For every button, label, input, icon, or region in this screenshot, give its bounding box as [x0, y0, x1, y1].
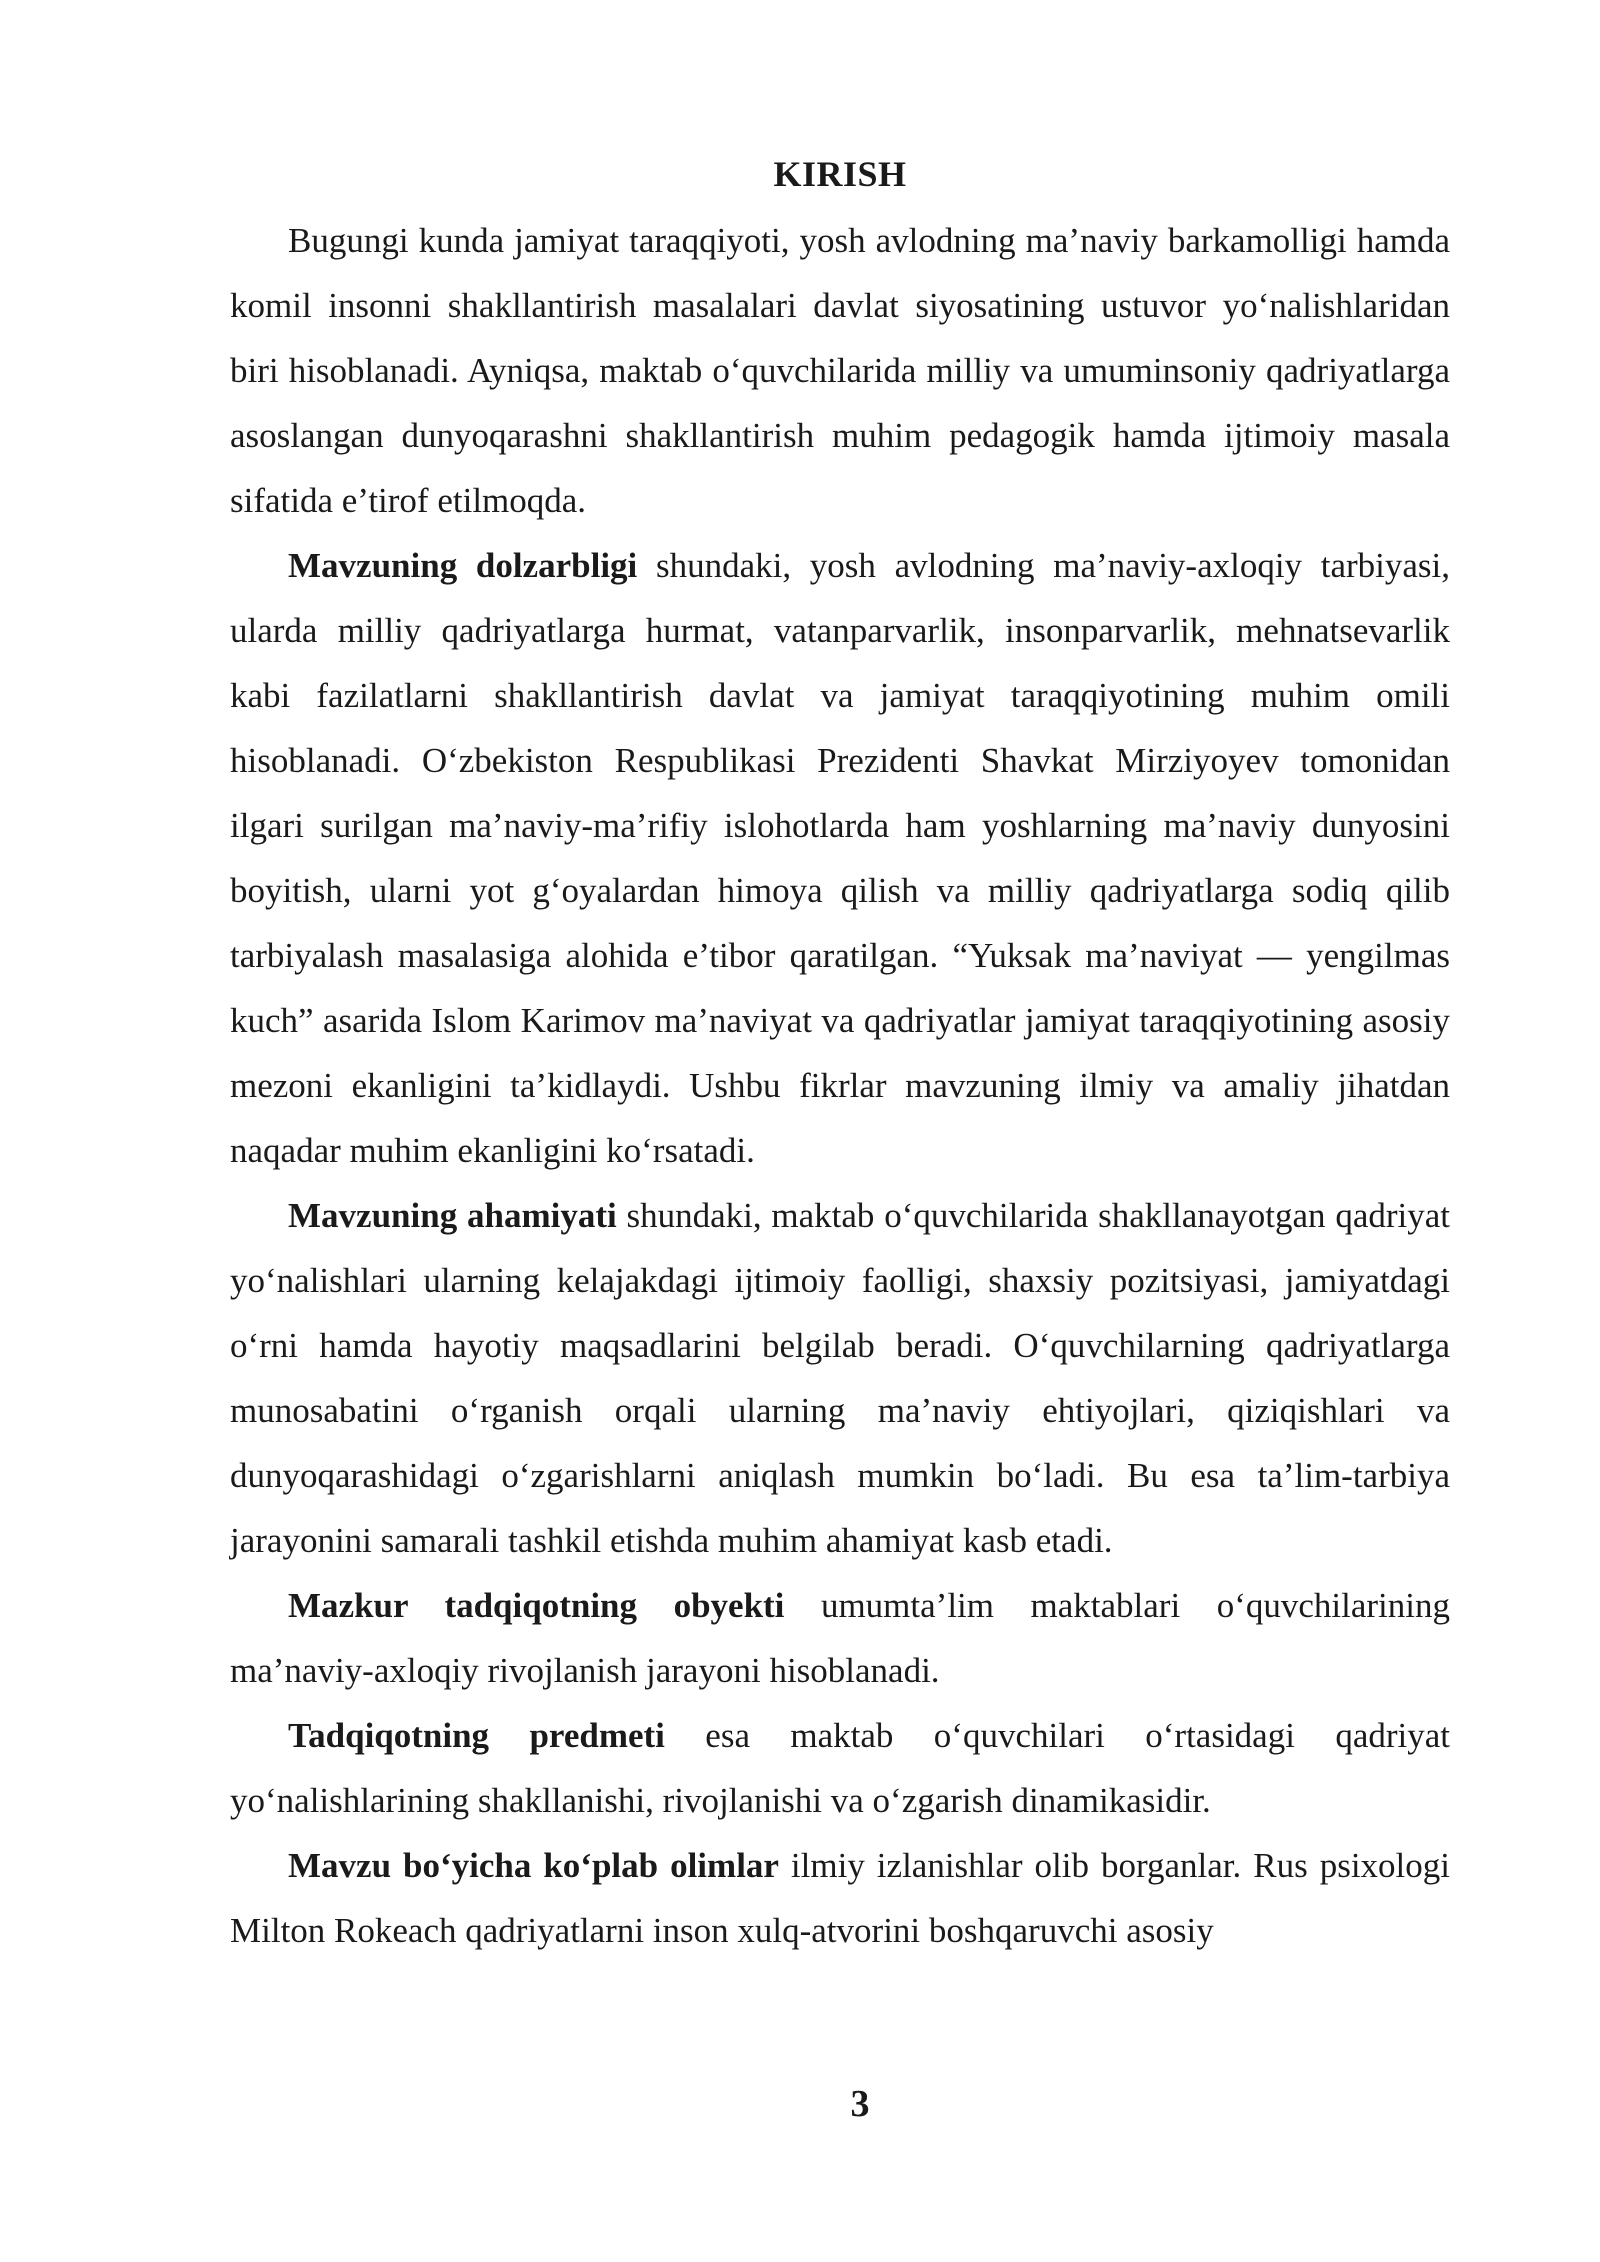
paragraph-text: shundaki, maktab o‘quvchilarida shakllanayotgan qadriyat yo‘nalishlari ularning kelajakdagi ijtimoiy faolligi, shaxsiy pozitsiyasi, jamiyatdagi o‘rni hamda hayotiy maqsadlarini belgilab beradi. O‘quvchilarning qadriyatlarga munosabatini o‘rganish orqali ularning ma’naviy ehtiyojlari, qiziqishlari va dunyoqarashidagi o‘zgarishlarni aniqlash mumkin bo‘ladi. Bu esa ta’lim-tarbiya jarayonini samarali tashkil etishda muhim ahamiyat kasb etadi.: [230, 1196, 1450, 1560]
paragraph-lead: Mavzuning dolzarbligi: [288, 546, 638, 585]
paragraph-relevance: [230, 533, 1450, 1183]
paragraph-lead: Mavzu bo‘yicha ko‘plab olimlar: [288, 1846, 779, 1885]
paragraph-text: esa maktab o‘quvchilari o‘rtasidagi qadriyat yo‘nalishlarining shakllanishi, rivojlanishi va o‘zgarish dinamikasidir.: [230, 1716, 1451, 1820]
body-text: [230, 208, 1450, 1963]
paragraph-lead: Tadqiqotning predmeti: [288, 1716, 665, 1755]
page-number: 3: [850, 2083, 870, 2125]
paragraph-text: umumta’lim maktablari o‘quvchilarining ma’naviy-axloqiy rivojlanish jarayoni hisoblanadi.: [230, 1586, 1451, 1690]
paragraph-object: [230, 1573, 1450, 1703]
paragraph-lead: Mazkur tadqiqotning obyekti: [288, 1586, 785, 1625]
paragraph-scholars: [230, 1833, 1450, 1963]
paragraph-lead: Mavzuning ahamiyati: [288, 1196, 617, 1235]
paragraph-text: Bugungi kunda jamiyat taraqqiyoti, yosh avlodning ma’naviy barkamolligi hamda komil insonni shakllantirish masalalari davlat siyosatining ustuvor yo‘nalishlaridan biri hisoblanadi. Ayniqsa, maktab o‘quvchilarida milliy va umuminsoniy qadriyatlarga asoslangan dunyoqarashni shakllantirish muhim pedagogik hamda ijtimoiy masala sifatida e’tirof etilmoqda.: [230, 221, 1450, 520]
paragraph-text: shundaki, yosh avlodning ma’naviy-axloqiy tarbiyasi, ularda milliy qadriyatlarga hurmat, vatanparvarlik, insonparvarlik, mehnatsevarlik kabi fazilatlarni shakllantirish davlat va jamiyat taraqqiyotining muhim omili hisoblanadi. O‘zbekiston Respublikasi Prezidenti Shavkat Mirziyoyev tomonidan ilgari surilgan ma’naviy-ma’rifiy islohotlarda ham yoshlarning ma’naviy dunyosini boyitish, ularni yot g‘oyalardan himoya qilish va milliy qadriyatlarga sodiq qilib tarbiyalash masalasiga alohida e’tibor qaratilgan. “Yuksak ma’naviyat — yengilmas kuch” asarida Islom Karimov ma’naviyat va qadriyatlar jamiyat taraqqiyotining asosiy mezoni ekanligini ta’kidlaydi. Ushbu fikrlar mavzuning ilmiy va amaliy jihatdan naqadar muhim ekanligini ko‘rsatadi.: [230, 546, 1451, 1170]
paragraph-intro: [230, 208, 1450, 533]
paragraph-subject: [230, 1703, 1450, 1833]
paragraph-importance: [230, 1183, 1450, 1573]
section-title: KIRISH: [773, 154, 907, 194]
paragraph-text: ilmiy izlanishlar olib borganlar. Rus psixologi Milton Rokeach qadriyatlarni inson xulq-atvorini boshqaruvchi asosiy: [230, 1846, 1450, 1950]
